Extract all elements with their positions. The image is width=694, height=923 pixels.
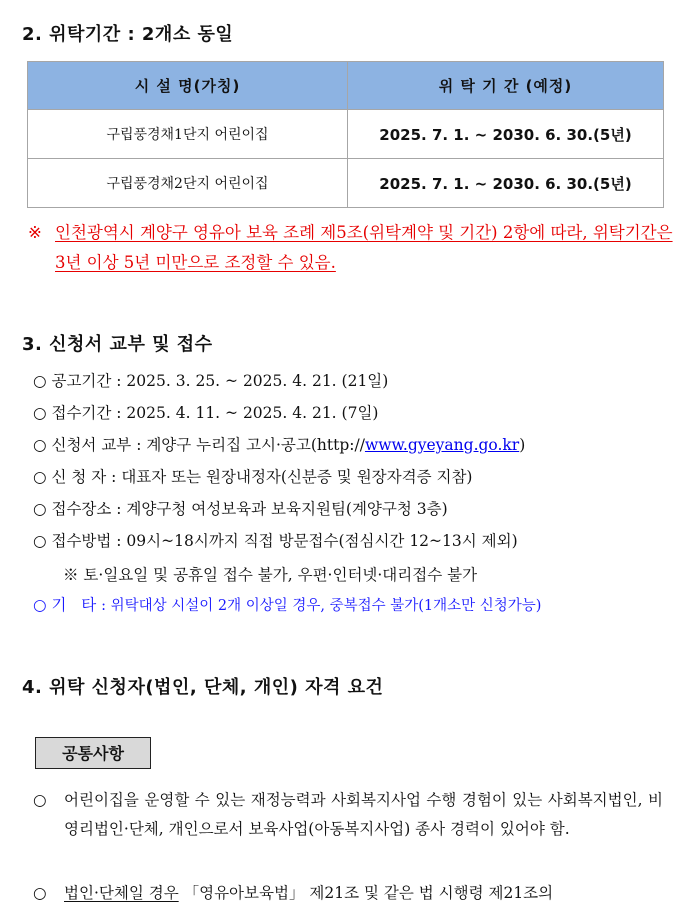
bullet: ○ [33, 436, 47, 454]
table-header-period: 위 탁 기 간 (예정) [348, 62, 664, 110]
bullet: ○ [33, 884, 47, 902]
distribution-suffix: ) [519, 436, 526, 454]
notice-period: 공고기간 : 2025. 3. 25. ~ 2025. 4. 21. (21일) [51, 372, 389, 390]
table-row [28, 159, 664, 208]
bullet: ○ [33, 468, 47, 486]
list-item [33, 371, 388, 391]
list-item [33, 467, 472, 487]
period-cell: 2025. 7. 1. ~ 2030. 6. 30.(5년) [348, 159, 664, 208]
list-item [33, 531, 518, 551]
other-label: 기 타 [51, 596, 97, 614]
bullet: ○ [33, 596, 47, 614]
reception-period: 접수기간 : 2025. 4. 11. ~ 2025. 4. 21. (7일) [51, 404, 379, 422]
period-cell: 2025. 7. 1. ~ 2030. 6. 30.(5년) [348, 110, 664, 159]
section-2-title: 2. 위탁기간 : 2개소 동일 [22, 24, 234, 45]
list-item [33, 499, 448, 519]
section-4-title: 4. 위탁 신청자(법인, 단체, 개인) 자격 요건 [22, 677, 384, 698]
bullet: ○ [33, 404, 47, 422]
facility-name-cell: 구립풍경채1단지 어린이집 [28, 110, 348, 159]
list-item [33, 403, 378, 423]
ordinance-note-text: 인천광역시 계양구 영유아 보육 조례 제5조(위탁계약 및 기간) 2항에 따라, 위탁기간은 3년 이상 5년 미만으로 조정할 수 있음. [55, 223, 673, 272]
distribution-text: 신청서 교부 : 계양구 누리집 고시·공고(http:// [51, 436, 365, 454]
requirement-text: 「영유아보육법」 제21조 및 같은 법 시행령 제21조의 [183, 884, 554, 902]
table-header-row [28, 62, 664, 110]
reference-mark: ※ [28, 223, 42, 242]
reception-method: 접수방법 : 09시~18시까지 직접 방문접수(점심시간 12~13시 제외) [51, 532, 518, 550]
section-3-title: 3. 신청서 교부 및 접수 [22, 334, 213, 355]
reception-place: 접수장소 : 계양구청 여성보육과 보육지원팀(계양구청 3층) [51, 500, 448, 518]
facility-name-cell: 구립풍경채2단지 어린이집 [28, 159, 348, 208]
other-text: : 위탁대상 시설이 2개 이상일 경우, 중복접수 불가(1개소만 신청가능) [101, 598, 542, 614]
gyeyang-website-link[interactable]: www.gyeyang.go.kr [364, 436, 520, 454]
bullet: ○ [33, 372, 47, 390]
method-subnote: ※ 토·일요일 및 공휴일 접수 불가, 우편·인터넷·대리접수 불가 [63, 566, 478, 584]
list-item [33, 435, 525, 455]
corporation-condition: 법인·단체일 경우 [64, 884, 179, 902]
table-header-facility: 시 설 명(가칭) [28, 62, 348, 110]
table-row [28, 110, 664, 159]
requirement-item [33, 786, 663, 844]
contract-period-table [27, 61, 664, 208]
bullet: ○ [33, 532, 47, 550]
requirement-item [33, 879, 663, 908]
bullet: ○ [33, 500, 47, 518]
ordinance-note [28, 218, 673, 278]
requirement-text: 어린이집을 운영할 수 있는 재정능력과 사회복지사업 수행 경험이 있는 사회복지법인, 비영리법인·단체, 개인으로서 보육사업(아동복지사업) 종사 경력이 있어야 함. [64, 791, 663, 838]
bullet: ○ [33, 791, 47, 809]
list-item [33, 595, 541, 616]
common-requirements-label: 공통사항 [35, 737, 151, 769]
applicant: 신 청 자 : 대표자 또는 원장내정자(신분증 및 원장자격증 지참) [51, 468, 473, 486]
